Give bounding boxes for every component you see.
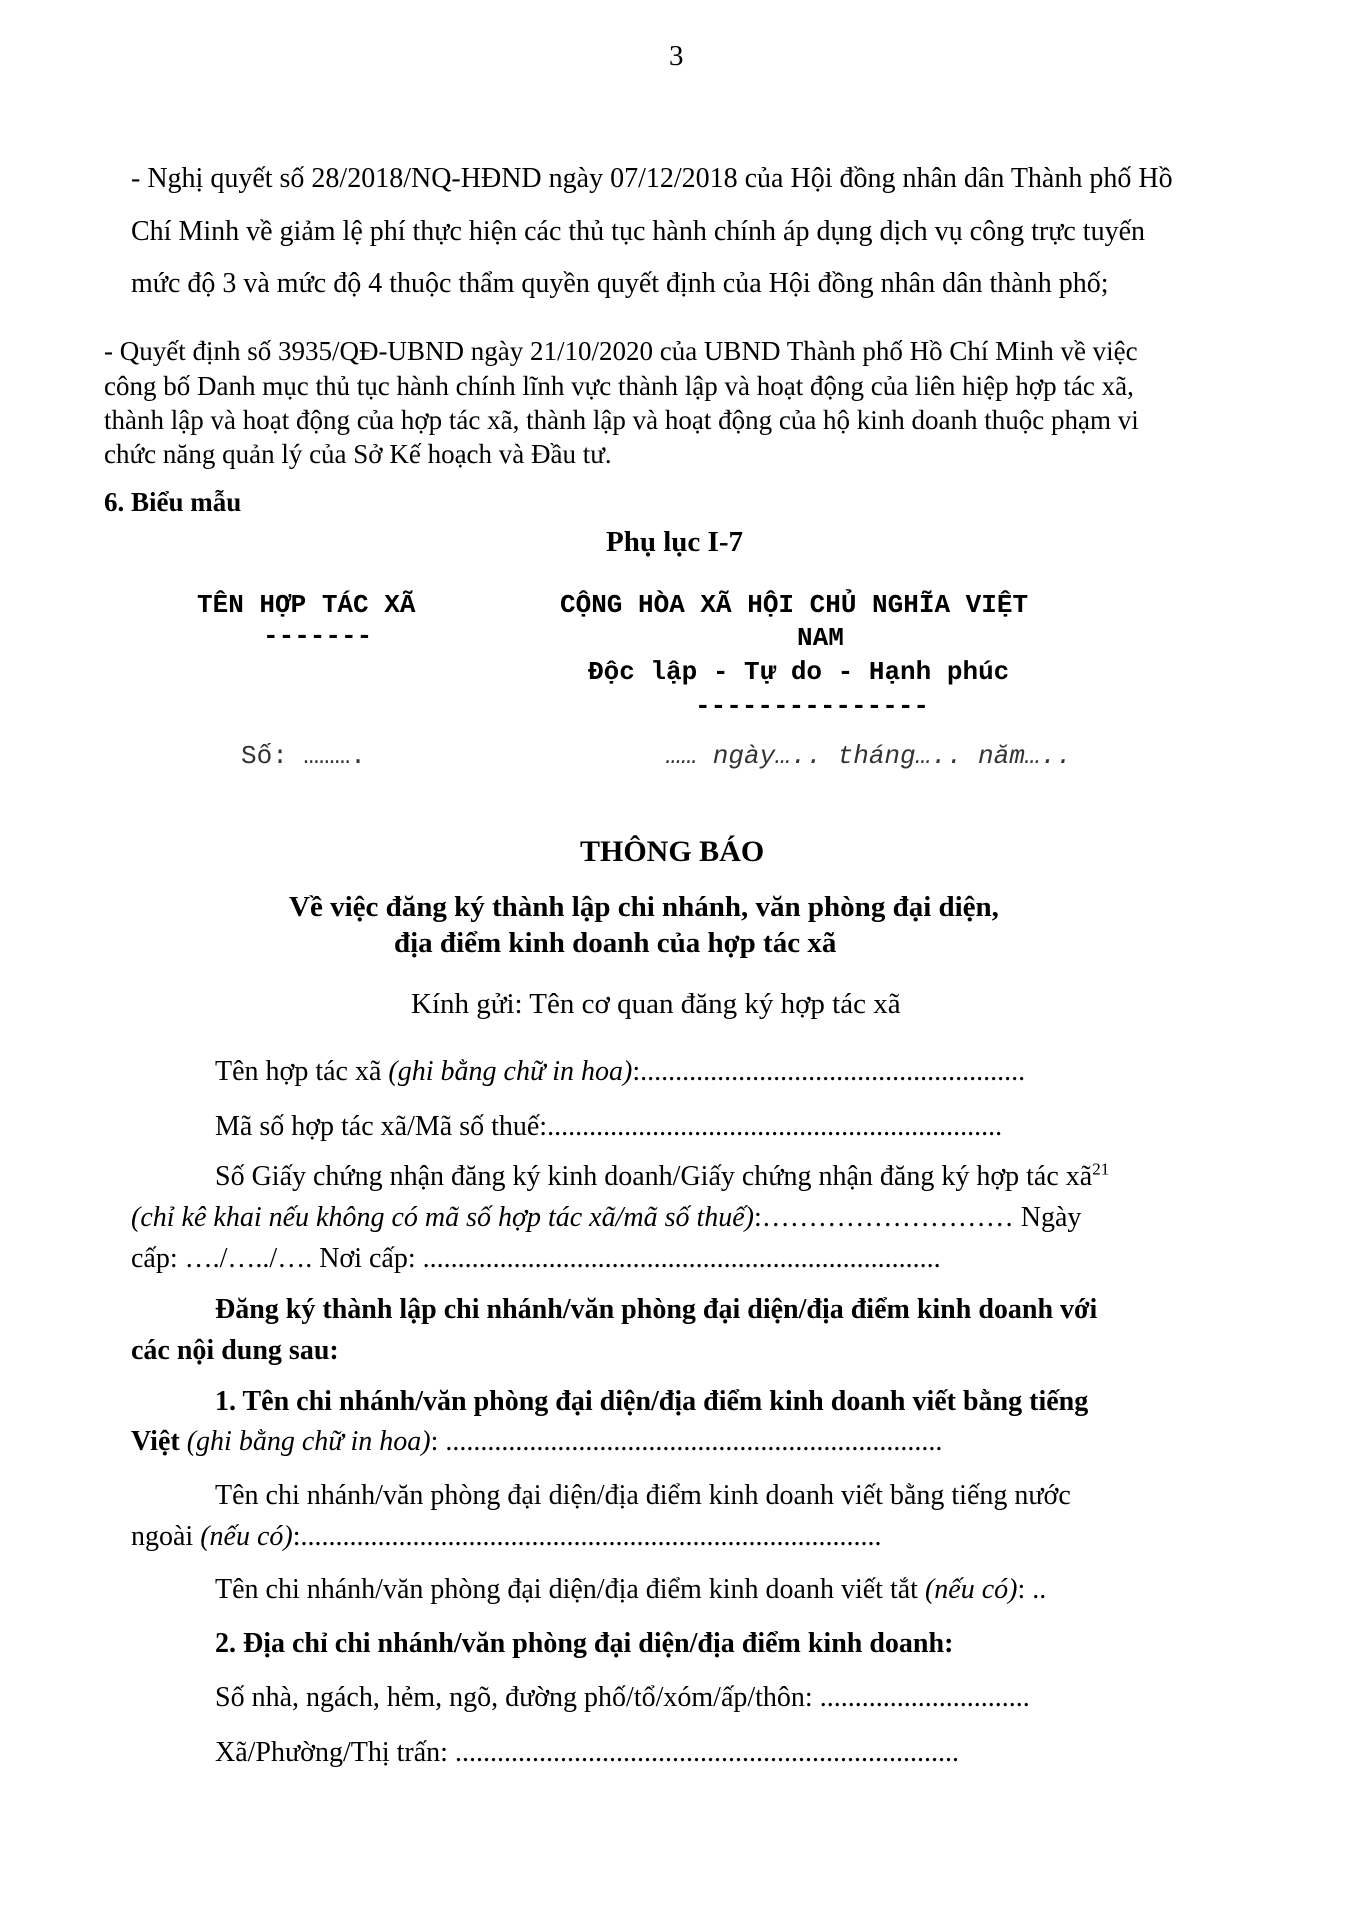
- item-1-hint: (ghi bằng chữ in hoa): [186, 1426, 431, 1457]
- foreign-name-dots: :...................................................................................: [292, 1521, 882, 1552]
- addressee: Kính gửi: Tên cơ quan đăng ký hợp tác xã: [411, 988, 901, 1020]
- appendix-title: Phụ lục I-7: [606, 526, 743, 558]
- foreign-name-line-2: [131, 1523, 882, 1551]
- abbreviated-name-field: [215, 1576, 1046, 1604]
- certificate-line-2: [131, 1204, 1081, 1232]
- header-right-rule: ---------------: [695, 691, 930, 721]
- item-1-line-2: [131, 1428, 942, 1456]
- notice-title: THÔNG BÁO: [580, 835, 765, 868]
- legal-basis-1-line-2: Chí Minh về giảm lệ phí thực hiện các thủ tục hành chính áp dụng dịch vụ công trực tuyến: [131, 216, 1146, 247]
- coop-name-hint: (ghi bằng chữ in hoa): [388, 1056, 633, 1087]
- item-2-heading: 2. Địa chỉ chi nhánh/văn phòng đại diện/địa điểm kinh doanh:: [215, 1628, 954, 1659]
- section-heading: 6. Biểu mẫu: [104, 487, 242, 517]
- national-title-line-1: CỘNG HÒA XÃ HỘI CHỦ NGHĨA VIỆT: [560, 590, 1029, 620]
- abbreviated-name-dots: : ..: [1017, 1574, 1047, 1605]
- header-left-rule: -------: [263, 621, 373, 651]
- notice-subtitle-line-1: Về việc đăng ký thành lập chi nhánh, văn phòng đại diện,: [289, 891, 999, 923]
- national-title-line-2: NAM: [797, 623, 844, 653]
- item-1-dots: : .......................................................................: [430, 1426, 943, 1457]
- legal-basis-2-line-3: thành lập và hoạt động của hợp tác xã, thành lập và hoạt động của hộ kinh doanh thuộc phạm vi: [104, 405, 1139, 435]
- legal-basis-2-line-1: - Quyết định số 3935/QĐ-UBND ngày 21/10/2020 của UBND Thành phố Hồ Chí Minh về việc: [104, 336, 1138, 366]
- legal-basis-1-line-3: mức độ 3 và mức độ 4 thuộc thẩm quyền quyết định của Hội đồng nhân dân thành phố;: [131, 268, 1109, 299]
- national-motto: Độc lập - Tự do - Hạnh phúc: [588, 657, 1010, 687]
- foreign-name-prefix: ngoài: [131, 1521, 201, 1552]
- certificate-line-1: [215, 1159, 1110, 1192]
- abbreviated-name-label: Tên chi nhánh/văn phòng đại diện/địa điểm kinh doanh viết tắt: [215, 1574, 925, 1605]
- certificate-line-3: cấp: …./…../…. Nơi cấp: ..........................................................................: [131, 1243, 941, 1274]
- page-number: 3: [669, 40, 684, 72]
- abbreviated-name-hint: (nếu có): [924, 1574, 1018, 1605]
- tax-code-field: Mã số hợp tác xã/Mã số thuế:.................................................................: [215, 1111, 1003, 1142]
- coop-name-header: TÊN HỢP TÁC XÃ: [197, 590, 416, 620]
- notice-subtitle-line-2: địa điểm kinh doanh của hợp tác xã: [394, 927, 837, 959]
- coop-name-dots: :.......................................................: [632, 1056, 1026, 1087]
- foreign-name-hint: (nếu có): [200, 1521, 293, 1552]
- legal-basis-1-line-1: - Nghị quyết số 28/2018/NQ-HĐND ngày 07/12/2018 của Hội đồng nhân dân Thành phố Hồ: [131, 163, 1173, 194]
- date-line: …… ngày….. tháng….. năm…..: [666, 741, 1072, 771]
- register-line-1: Đăng ký thành lập chi nhánh/văn phòng đại diện/địa điểm kinh doanh với: [215, 1294, 1098, 1325]
- certificate-label: Số Giấy chứng nhận đăng ký kinh doanh/Giấy chứng nhận đăng ký hợp tác xã: [215, 1161, 1093, 1192]
- street-address-field: Số nhà, ngách, hẻm, ngõ, đường phố/tổ/xóm/ấp/thôn: ..............................: [215, 1682, 1030, 1713]
- legal-basis-2-line-4: chức năng quản lý của Sở Kế hoạch và Đầu tư.: [104, 439, 612, 469]
- footnote-ref: 21: [1092, 1159, 1110, 1179]
- ward-field: Xã/Phường/Thị trấn: ........................................................................: [215, 1737, 959, 1768]
- certificate-dots: :……………………… Ngày: [754, 1202, 1082, 1233]
- certificate-hint: (chỉ kê khai nếu không có mã số hợp tác xã/mã số thuế): [131, 1202, 754, 1233]
- item-1-heading: 1. Tên chi nhánh/văn phòng đại diện/địa điểm kinh doanh viết bằng tiếng: [215, 1386, 1089, 1417]
- coop-name-label: Tên hợp tác xã: [215, 1056, 389, 1087]
- register-line-2: các nội dung sau:: [131, 1335, 339, 1366]
- legal-basis-2-line-2: công bố Danh mục thủ tục hành chính lĩnh vực thành lập và hoạt động của liên hiệp hợp tác xã,: [104, 371, 1134, 401]
- coop-name-field: [215, 1058, 1025, 1086]
- foreign-name-line-1: Tên chi nhánh/văn phòng đại diện/địa điểm kinh doanh viết bằng tiếng nước: [215, 1480, 1071, 1511]
- document-number: Số: ……….: [241, 741, 366, 771]
- item-1-viet: Việt: [131, 1426, 187, 1457]
